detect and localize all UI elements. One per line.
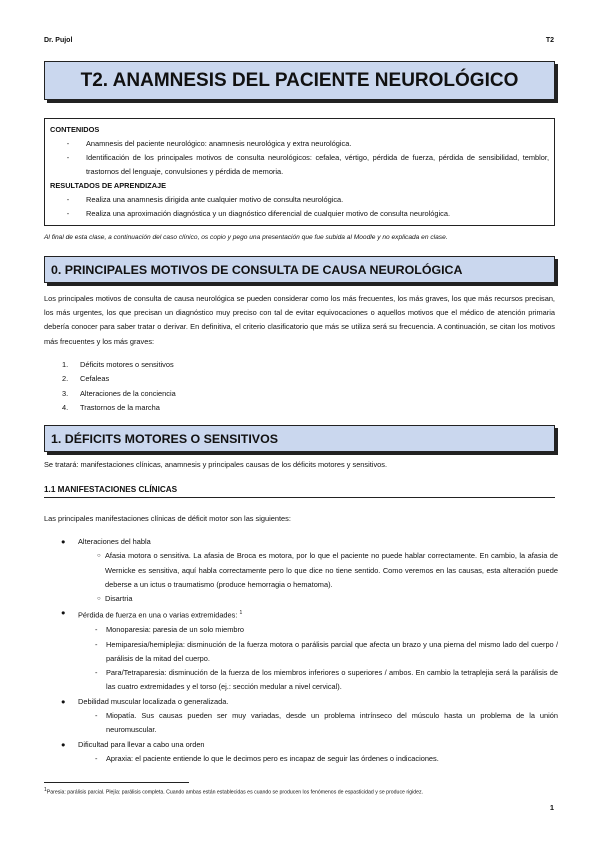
- footnote-separator: [44, 782, 189, 783]
- results-item: - Realiza una aproximación diagnóstica y un diagnóstico diferencial de cualquier motivo de consulta neurológica.: [66, 209, 451, 218]
- dash-item: - Miopatía. Sus causas pueden ser muy variadas, desde un problema intrínseco del músculo hasta un problema de la unión neuromuscular.: [95, 711, 558, 735]
- footnote: $^1$Paresia: parálisis parcial. Plejía: parálisis completa. Cuando ambas están establecidas es cuando se producen los fenómenos de espasticidad y se produce rigidez.: [44, 787, 424, 796]
- list-item: 1. Déficits motores o sensitivos: [62, 360, 174, 369]
- header-code: T2: [545, 37, 554, 44]
- dash-item: - Apraxia: el paciente entiende lo que le decimos pero es incapaz de seguir las órdenes o indicaciones.: [95, 753, 439, 763]
- dash-item: - Hemiparesia/hemiplejia: disminución de la fuerza motora o parálisis parcial que afecta un brazo y una pierna del mismo lado del cuerpo / parálisis de la mitad del cuerpo.: [95, 639, 558, 663]
- section-1-intro: Se tratará: manifestaciones clínicas, anamnesis y principales causas de los déficits motores y sensitivos.: [44, 460, 387, 469]
- contents-item: - Identificación de los principales motivos de consulta neurológicos: cefalea, vértigo, pérdida de fuerza, pérdida de sensibilidad, temblor, trastornos del lenguaje, convulsiones y pérdida de memoria.: [66, 153, 549, 176]
- list-item: 2. Cefaleas: [62, 374, 110, 384]
- bullet-item: ● Alteraciones del habla: [61, 537, 151, 546]
- results-heading: RESULTADOS DE APRENDIZAJE: [50, 181, 167, 190]
- bullet-item: ● Pérdida de fuerza en una o varias extremidades: $^1$: [61, 608, 243, 620]
- page-title: T2. ANAMNESIS DEL PACIENTE NEUROLÓGICO: [44, 61, 555, 100]
- results-item: - Realiza una anamnesis dirigida ante cualquier motivo de consulta neurológica.: [66, 195, 344, 204]
- circle-item: ○ Afasia motora o sensitiva. La afasia de Broca es motora, por lo que el paciente no puede hablar correctamente. En cambio, la afasia de Wernicke es sensitiva, aquí habla correctamente pero lo que dice no tiene sentido. Como veremos en las causas, esta alteración puede deberse a un ictus o traumatismo (produce hemorragia o hematoma).: [97, 551, 558, 589]
- reasons-list: [62, 358, 176, 415]
- section-0-heading: 0. PRINCIPALES MOTIVOS DE CONSULTA DE CAUSA NEUROLÓGICA: [44, 256, 555, 283]
- contents-heading: CONTENIDOS: [50, 125, 100, 134]
- manifestations-list: [44, 535, 558, 766]
- section-0-paragraph: Los principales motivos de consulta de causa neurológica se pueden considerar como los más frecuentes, los más graves, los que más recursos precisan, los más urgentes, los que precisan un diagnóstico muy preciso con tal de evitar equivocaciones o aquellos motivos que el médico de atención primaria debería conocer para saber tratar o derivar. En definitiva, el criterio clasificatorio que más se utiliza será su frecuencia. A continuación, se citan los motivos más frecuentes y los más graves:: [44, 294, 555, 346]
- list-item: 4. Trastornos de la marcha: [62, 402, 160, 412]
- list-item: 3. Alteraciones de la conciencia: [62, 388, 176, 398]
- page-number: 1: [549, 803, 554, 812]
- subsection-heading: 1.1 MANIFESTACIONES CLÍNICAS: [44, 485, 555, 498]
- contents-box: [44, 118, 555, 226]
- class-note: Al final de esta clase, a continuación del caso clínico, os copio y pego una presentación que fue subida al Moodle y no explicada en clase.: [44, 234, 448, 241]
- section-1-heading: 1. DÉFICITS MOTORES O SENSITIVOS: [44, 425, 555, 452]
- dash-item: - Monoparesia: paresia de un solo miembro: [95, 625, 245, 635]
- dash-item: - Para/Tetraparesia: disminución de la fuerza de los miembros inferiores o superiores / ambos. En cambio la tetraplejia será la parálisis de las cuatro extremidades y el torso (ej.: sección medular a nivel cervical).: [95, 668, 558, 692]
- bullet-item: ● Dificultad para llevar a cabo una orden: [61, 739, 205, 749]
- header-author: Dr. Pujol: [44, 37, 73, 44]
- circle-item: ○ Disartria: [97, 594, 133, 604]
- contents-item: - Anamnesis del paciente neurológico: anamnesis neurológica y extra neurológica.: [66, 139, 352, 148]
- subsection-intro: Las principales manifestaciones clínicas de déficit motor son las siguientes:: [44, 514, 291, 523]
- bullet-item: ● Debilidad muscular localizada o generalizada.: [61, 696, 229, 706]
